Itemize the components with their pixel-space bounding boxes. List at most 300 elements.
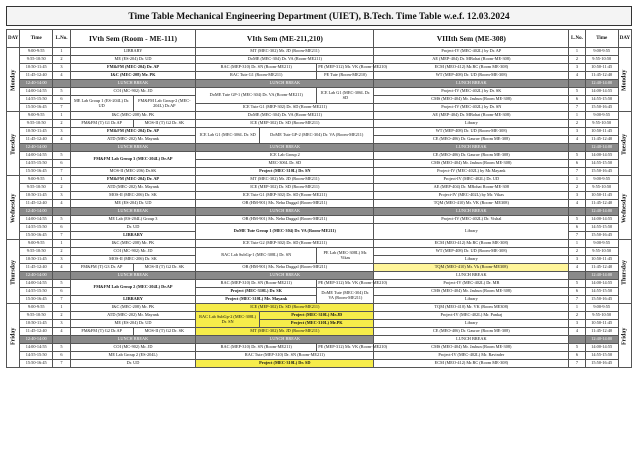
cell: FM&FM (T) G3 Dr. AP (70, 264, 133, 272)
cell: I&C (MEC-208) Mr. PK (70, 304, 195, 312)
cell: DoME Tute Group 1 (MEC-304) Dr. VA (Room-ME211) (196, 224, 374, 240)
time-cell: 14:55-15:50 (585, 224, 618, 232)
day-label-wednesday: Wednesday (7, 176, 20, 240)
time-cell: 11:45-12:40 (20, 264, 53, 272)
lecture-number: 6 (53, 96, 71, 104)
time-cell: 14:55-15:50 (585, 160, 618, 168)
cell: ICE (MEP-302) Dr. SD (Room-ME211) (196, 184, 374, 192)
table-row (7, 352, 632, 360)
lecture-number: 7 (569, 360, 586, 368)
day-label-monday-right: Monday (618, 48, 631, 112)
time-cell: 9:55-10:50 (585, 248, 618, 256)
cell: ATD (MEC-202) Mr. Mayank (70, 312, 195, 320)
cell: Library (374, 224, 569, 240)
day-label-monday: Monday (7, 48, 20, 112)
lecture-number: 1 (53, 240, 71, 248)
cell: Project-IV (MEC-402L) by Mr. Vikas (374, 192, 569, 200)
time-cell: 9:00-9:55 (20, 48, 53, 56)
time-cell: 14:55-15:50 (20, 224, 53, 232)
lecture-number: 3 (569, 192, 586, 200)
lecture-number: 2 (569, 120, 586, 128)
cell (53, 208, 71, 216)
cell: DoME Tute (MEC-304) Dr. VA (Room-ME211) (317, 288, 374, 304)
cell: RAC Tute (MEP-310) Dr. SN (Room-ME211) (196, 352, 374, 360)
table-row (7, 176, 632, 184)
lecture-number: 4 (569, 264, 586, 272)
time-cell: 9:00-9:55 (585, 304, 618, 312)
cell: WT (MEP-408) Dr. UD (Room-ME-308) (374, 128, 569, 136)
time-cell: 10:50-11:45 (585, 320, 618, 328)
time-cell: 15:50-16:45 (585, 168, 618, 176)
time-cell: 15:50-16:45 (20, 232, 53, 240)
cell: TQM (MEO-410) Mr. VK (Room ME308) (374, 304, 569, 312)
table-row (7, 264, 632, 272)
time-cell: 9:55-10:50 (585, 56, 618, 64)
time-cell: 14:00-14:55 (585, 280, 618, 288)
lecture-number: 6 (569, 160, 586, 168)
cell: FM&FM (MEC-204) Dr. AP (70, 128, 195, 136)
time-cell: 10:50-11:45 (20, 64, 53, 72)
cell: FM&FM (T) G1 Dr.AP (70, 120, 133, 128)
lunch-label: LUNCH BREAK (196, 208, 374, 216)
lunch-row (7, 80, 632, 88)
cell: CMS (MEO-404) Mr. Jasbun (Room ME-308) (374, 96, 569, 104)
cell: PE (MEP-312) Mr. VK (Room-ME210) (317, 64, 374, 72)
cell: Library (374, 120, 569, 128)
lunch-row (7, 208, 632, 216)
cell: COI (MC-902) Mr. JD (70, 88, 195, 96)
lunch-label: LUNCH BREAK (70, 336, 195, 344)
header-sem4: IVth Sem (Room - ME-111) (70, 30, 195, 48)
table-row (7, 152, 632, 160)
cell: MT (MEC-302) Mr. JD (Room-ME211) (196, 328, 374, 336)
lecture-number: 6 (53, 160, 71, 168)
cell (53, 144, 71, 152)
cell: Project-IV (MEC-402L) by Dr. SN (374, 104, 569, 112)
time-cell: 14:55-15:50 (585, 96, 618, 104)
day-label-thursday: Thursday (7, 240, 20, 304)
cell: ECM (MEO-412) Mr.RC (Room ME-308) (374, 64, 569, 72)
lecture-number: 4 (569, 328, 586, 336)
cell: ECM (MEO-412) Mr.RC (Room ME-308) (374, 240, 569, 248)
time-cell: 9:00-9:55 (20, 112, 53, 120)
lecture-number: 6 (53, 224, 71, 232)
lecture-number: 5 (569, 344, 586, 352)
time-cell: 14:00-14:55 (585, 88, 618, 96)
cell: PE Lab (MEC-308L) Mr. Vikas (317, 248, 374, 264)
header-day: DAY (7, 30, 20, 48)
cell: RAC Tute G1 (Room-ME211) (196, 72, 317, 80)
time-cell: 14:00-14:55 (20, 344, 53, 352)
lecture-number: 4 (53, 136, 71, 144)
cell: ME (ES-204) Dr. UD (70, 320, 195, 328)
lecture-number: 2 (569, 248, 586, 256)
time-cell: 10:50-11:45 (20, 256, 53, 264)
cell: FM&FM Lab Group-2 (MEC-204L) Dr.AP (133, 96, 196, 112)
lunch-row (7, 272, 632, 280)
timetable (6, 29, 632, 368)
time-cell: 9:00-9:55 (20, 176, 53, 184)
lecture-number: 2 (53, 56, 71, 64)
cell: Project-IV (MEC-402L) Dr. MB (374, 280, 569, 288)
cell: Project-IV (MEC-402L) Dr. Vishal (374, 216, 569, 224)
time-cell: 10:50-11:45 (20, 320, 53, 328)
cell: WT (MEP-408) Dr. UD (Room-ME-308) (374, 248, 569, 256)
lecture-number: 5 (53, 280, 71, 288)
lecture-number: 6 (569, 96, 586, 104)
lecture-number: 4 (569, 72, 586, 80)
cell: ME (ES-204) Dr. UD (70, 56, 195, 64)
lecture-number: 3 (53, 192, 71, 200)
time-cell: 14:00-14:55 (20, 152, 53, 160)
header-time: Time (20, 30, 53, 48)
cell (569, 208, 586, 216)
time-cell: 12:40-14:00 (20, 336, 53, 344)
time-cell: 11:45-12:40 (585, 264, 618, 272)
time-cell: 11:45-12:40 (585, 328, 618, 336)
time-cell: 14:00-14:55 (585, 344, 618, 352)
lunch-label: LUNCH BREAK (70, 208, 195, 216)
cell: Project (MEC-310L) Dr. SK (196, 288, 317, 296)
cell: CE (MEO-406) Dr. Gaurav (Room ME-308) (374, 152, 569, 160)
time-cell: 9:55-10:50 (585, 312, 618, 320)
time-cell: 14:00-14:55 (585, 216, 618, 224)
cell (53, 272, 71, 280)
day-label-friday-right: Friday (618, 304, 631, 368)
time-cell: 14:55-15:50 (20, 352, 53, 360)
lecture-number: 7 (53, 232, 71, 240)
lecture-number: 4 (53, 264, 71, 272)
time-cell: 10:50-11:45 (20, 192, 53, 200)
cell (569, 336, 586, 344)
lecture-number: 4 (53, 200, 71, 208)
cell: MOS-II (MEC-206) Dr.SK (70, 168, 195, 176)
lecture-number: 1 (569, 240, 586, 248)
time-cell: 14:55-15:50 (20, 288, 53, 296)
cell: RAC Lab SubGp-2 (MEC-308L) Dr. SN (196, 312, 260, 328)
cell: RAC (MEP-310) Dr. SN (Room-ME211) (196, 64, 317, 72)
cell: Project-IV (MEC-402L) by Dr. SK (374, 88, 569, 96)
cell: DoME (MEC-304) Dr. VA (Room-ME211) (196, 56, 374, 64)
cell: FM&FM Lab Group 2 (MEC-204L) Dr.AP (70, 280, 195, 296)
cell: ATD (MEC-202) Mr. Mayank (70, 184, 195, 192)
cell: Project (MEC-310L) Mr.PK (260, 320, 374, 328)
time-cell: 10:50-11:45 (585, 192, 618, 200)
cell: Project (MEC-310L) Mr. Mayank (196, 296, 317, 304)
time-cell: 14:55-15:50 (585, 288, 618, 296)
header-lno-right: L.No. (569, 30, 586, 48)
lecture-number: 2 (569, 56, 586, 64)
cell: Project-IV (MEC-402L) by Mr.Mayank (374, 168, 569, 176)
lecture-number: 3 (569, 128, 586, 136)
lunch-label: LUNCH BREAK (196, 144, 374, 152)
time-cell: 9:00-9:55 (585, 112, 618, 120)
table-row (7, 216, 632, 224)
cell: ICE (MEP-302) Dr. SD (Room-ME211) (196, 120, 374, 128)
day-label-friday: Friday (7, 304, 20, 368)
lecture-number: 1 (569, 48, 586, 56)
header-row (7, 30, 632, 48)
lecture-number: 3 (569, 64, 586, 72)
cell: OB (HM-901) Ms. Neha Duggal (Room-ME211) (196, 200, 374, 208)
lecture-number: 7 (569, 168, 586, 176)
lecture-number: 2 (53, 312, 71, 320)
lecture-number: 7 (53, 104, 71, 112)
page-title: Time Table Mechanical Engineering Department (UIET), B.Tech. Time Table w.e.f. 12.03.2024 (6, 6, 632, 26)
cell: Library (374, 320, 569, 328)
cell: ECM (MEO-412) Mr.RC (Room ME-308) (374, 360, 569, 368)
time-cell: 9:55-10:50 (20, 312, 53, 320)
time-cell: 11:45-12:40 (585, 136, 618, 144)
table-row (7, 344, 632, 352)
time-cell: 9:00-9:55 (20, 240, 53, 248)
table-row (7, 184, 632, 192)
lecture-number: 2 (53, 184, 71, 192)
lecture-number: 2 (569, 184, 586, 192)
cell: ME Lab Group 1 (ES-204L) Dr. UD (70, 96, 133, 112)
time-cell: 15:50-16:45 (20, 168, 53, 176)
table-row (7, 48, 632, 56)
cell: PE (MEP-312) Mr. VK (Room-ME210) (317, 280, 374, 288)
lunch-label: LUNCH BREAK (374, 80, 569, 88)
time-cell: 12:40-14:00 (585, 272, 618, 280)
cell: Project-IV (MEC-402L) by Dr. AP (374, 48, 569, 56)
lecture-number: 1 (569, 304, 586, 312)
cell: COI (MC-902) Mr. JD (70, 248, 195, 256)
cell: Project-IV (MEC-402L) Mr. Ravinder (374, 352, 569, 360)
lecture-number: 2 (53, 120, 71, 128)
lunch-label: LUNCH BREAK (374, 208, 569, 216)
cell: WT (MEP-408) Dr. UD (Room-ME-308) (374, 72, 569, 80)
table-row (7, 88, 632, 96)
cell: DoME (MEC-304) Dr. VA (Room-ME211) (196, 112, 374, 120)
day-label-tuesday: Tuesday (7, 112, 20, 176)
lecture-number: 1 (53, 112, 71, 120)
cell (53, 336, 71, 344)
table-row (7, 360, 632, 368)
cell: DoME Tute GP-2 (MEC-304) Dr. VA (Room-ME211) (260, 128, 374, 144)
table-row (7, 224, 632, 232)
time-cell: 10:50-11:45 (585, 256, 618, 264)
lunch-label: LUNCH BREAK (196, 80, 374, 88)
lecture-number: 6 (569, 288, 586, 296)
day-label-wednesday-right: Wednesday (618, 176, 631, 240)
cell: CMS (MEO-404) Mr. Jasbun (Room ME-308) (374, 160, 569, 168)
time-cell: 15:50-16:45 (585, 296, 618, 304)
time-cell: 12:40-14:00 (20, 272, 53, 280)
cell: ICE Lab G1 (MEC-306L Dr. SD (196, 128, 260, 144)
lecture-number: 3 (569, 256, 586, 264)
header-day-right: DAY (618, 30, 631, 48)
time-cell: 14:00-14:55 (585, 152, 618, 160)
cell: CMS (MEO-404) Mr. Jasbun (Room ME-308) (374, 344, 569, 352)
time-cell: 11:45-12:40 (585, 72, 618, 80)
cell: CE (MEO-406) Dr. Gaurav (Room ME-308) (374, 328, 569, 336)
table-row (7, 240, 632, 248)
cell: CMS (MEO-404) Mr. Jasbun (Room ME-308) (374, 288, 569, 296)
lecture-number: 5 (53, 152, 71, 160)
table-row (7, 304, 632, 312)
time-cell: 9:55-10:50 (20, 56, 53, 64)
time-cell: 10:50-11:45 (585, 64, 618, 72)
lecture-number: 7 (53, 168, 71, 176)
cell: ICE Tute G2 (MEP-302) Dr. SD (Room-ME211) (196, 240, 374, 248)
lecture-number: 2 (53, 248, 71, 256)
cell: Project (MEC-310L) Dr. SD (196, 360, 374, 368)
time-cell: 12:40-14:00 (585, 144, 618, 152)
lecture-number: 5 (53, 88, 71, 96)
lecture-number: 6 (569, 224, 586, 232)
header-sem6: VIth Sem (ME-211,210) (196, 30, 374, 48)
time-cell: 14:55-15:50 (585, 352, 618, 360)
lecture-number: 3 (569, 320, 586, 328)
lecture-number: 6 (53, 288, 71, 296)
time-cell: 9:00-9:55 (585, 176, 618, 184)
cell: FM&FM (MEC-204) Dr. AP (70, 176, 195, 184)
table-row (7, 280, 632, 288)
lunch-label: LUNCH BREAK (196, 336, 374, 344)
cell: MT (MEC-302) Mr. JD (Room-ME211) (196, 48, 374, 56)
lunch-label: LUNCH BREAK (374, 272, 569, 280)
table-row (7, 320, 632, 328)
cell: ATD (MEC-202) Mr. Mayank (70, 136, 195, 144)
time-cell: 12:40-14:00 (20, 144, 53, 152)
cell: MEC-306L Dr. SD (196, 160, 374, 168)
lecture-number: 3 (53, 320, 71, 328)
cell: COI (MC-902) Mr. JD (70, 344, 195, 352)
time-cell: 9:00-9:55 (585, 48, 618, 56)
lecture-number: 3 (53, 128, 71, 136)
time-cell: 15:50-16:45 (20, 360, 53, 368)
header-sem8: VIIIth Sem (ME-308) (374, 30, 569, 48)
time-cell: 15:50-16:45 (585, 232, 618, 240)
time-cell: 9:00-9:55 (585, 240, 618, 248)
time-cell: 9:55-10:50 (585, 184, 618, 192)
table-row (7, 328, 632, 336)
lecture-number: 5 (569, 280, 586, 288)
lunch-label: LUNCH BREAK (70, 272, 195, 280)
time-cell: 12:40-14:00 (20, 80, 53, 88)
lecture-number: 3 (53, 256, 71, 264)
time-cell: 15:50-16:45 (585, 360, 618, 368)
lecture-number: 5 (569, 216, 586, 224)
time-cell: 9:55-10:50 (20, 120, 53, 128)
time-cell: 9:55-10:50 (20, 248, 53, 256)
cell: MOS-II (T) G2 Dr. SK (133, 328, 196, 336)
header-time-right: Time (585, 30, 618, 48)
time-cell: 12:40-14:00 (585, 208, 618, 216)
cell: AE (MEP-404) Dr. MBohat Room-ME-308 (374, 184, 569, 192)
lunch-label: LUNCH BREAK (374, 144, 569, 152)
time-cell: 15:50-16:45 (20, 104, 53, 112)
lecture-number: 7 (569, 104, 586, 112)
time-cell: 12:40-14:00 (585, 336, 618, 344)
lunch-label: LUNCH BREAK (70, 144, 195, 152)
table-row (7, 128, 632, 136)
cell: LIBRARY (70, 48, 195, 56)
header-lno: L.No. (53, 30, 71, 48)
table-row (7, 120, 632, 128)
cell (569, 80, 586, 88)
cell: ME Lab Group 2 (ES-204L) (70, 352, 195, 360)
table-row (7, 192, 632, 200)
time-cell: 12:40-14:00 (585, 80, 618, 88)
lecture-number: 1 (53, 176, 71, 184)
cell: Library (374, 256, 569, 264)
lecture-number: 4 (569, 136, 586, 144)
lecture-number: 3 (53, 64, 71, 72)
cell: RAC Lab SubGp-1 (MEC-308L) Dr. SN (196, 248, 317, 264)
time-cell: 14:55-15:50 (20, 160, 53, 168)
lecture-number: 4 (569, 200, 586, 208)
cell (569, 144, 586, 152)
time-cell: 10:50-11:45 (585, 128, 618, 136)
cell (53, 80, 71, 88)
lecture-number: 4 (53, 72, 71, 80)
lecture-number: 5 (569, 88, 586, 96)
cell: FM&FM Lab Group 3 (MEC-204L) Dr.AP (70, 152, 195, 168)
cell: OB (HM-901) Ms. Neha Duggal (Room-ME211) (196, 216, 374, 224)
time-cell: 11:45-12:40 (585, 200, 618, 208)
cell: I&C (MEC-208) Mr. PK (70, 72, 195, 80)
table-row (7, 64, 632, 72)
cell: MOS-II (T) G2 Dr. SK (133, 120, 196, 128)
cell: AE (MEP-404) Dr. MBohat (Room-ME-308) (374, 56, 569, 64)
cell: RAC (MEP-310) Dr. SN (Room-ME211) (196, 344, 317, 352)
cell: Dr. UD (70, 360, 195, 368)
cell: TQM (MEO-410) Mr. VK (Room- ME308) (374, 200, 569, 208)
lecture-number: 5 (53, 344, 71, 352)
cell: MOS-II (T) G2 Dr. SK (133, 264, 196, 272)
cell: LIBRARY (70, 232, 195, 240)
lecture-number: 5 (53, 216, 71, 224)
cell: CE (MEO-406) Dr. Gaurav (Room ME-308) (374, 136, 569, 144)
lunch-label: LUNCH BREAK (196, 272, 374, 280)
table-row (7, 112, 632, 120)
cell: FM&FM (MEC-204) Dr. AP (70, 64, 195, 72)
lecture-number: 1 (53, 48, 71, 56)
lecture-number: 1 (569, 112, 586, 120)
cell: TQM (MEO-410) Mr. Vk (Room-ME308) (374, 264, 569, 272)
table-row (7, 168, 632, 176)
time-cell: 9:55-10:50 (20, 184, 53, 192)
cell: FM&FM (T) G2 Dr.AP (70, 328, 133, 336)
cell: RAC (MEP-310) Dr. SN (Room-ME211) (196, 280, 317, 288)
lecture-number: 5 (569, 152, 586, 160)
lecture-number: 7 (53, 296, 71, 304)
cell: Project-IV (MEC-402L) Dr. UD (374, 176, 569, 184)
day-label-tuesday-right: Tuesday (618, 112, 631, 176)
time-cell: 11:45-12:40 (20, 200, 53, 208)
cell: ME Lab (ES-204L) Group 3 (70, 216, 195, 224)
table-row (7, 200, 632, 208)
time-cell: 10:50-11:45 (20, 128, 53, 136)
cell: ICE Lab Group 2 (196, 152, 374, 160)
time-cell: 14:00-14:55 (20, 88, 53, 96)
time-cell: 15:50-16:45 (585, 104, 618, 112)
time-cell: 11:45-12:40 (20, 136, 53, 144)
table-row (7, 56, 632, 64)
lecture-number: 7 (569, 232, 586, 240)
cell: MT (MEC-302) Mr. JD (Room-ME211) (196, 176, 374, 184)
lecture-number: 4 (53, 328, 71, 336)
time-cell: 9:00-9:55 (20, 304, 53, 312)
lecture-number: 7 (53, 360, 71, 368)
time-cell: 14:55-15:50 (20, 96, 53, 104)
cell: Dr. UD (70, 224, 195, 232)
table-row (7, 248, 632, 256)
time-cell: 11:45-12:40 (20, 328, 53, 336)
